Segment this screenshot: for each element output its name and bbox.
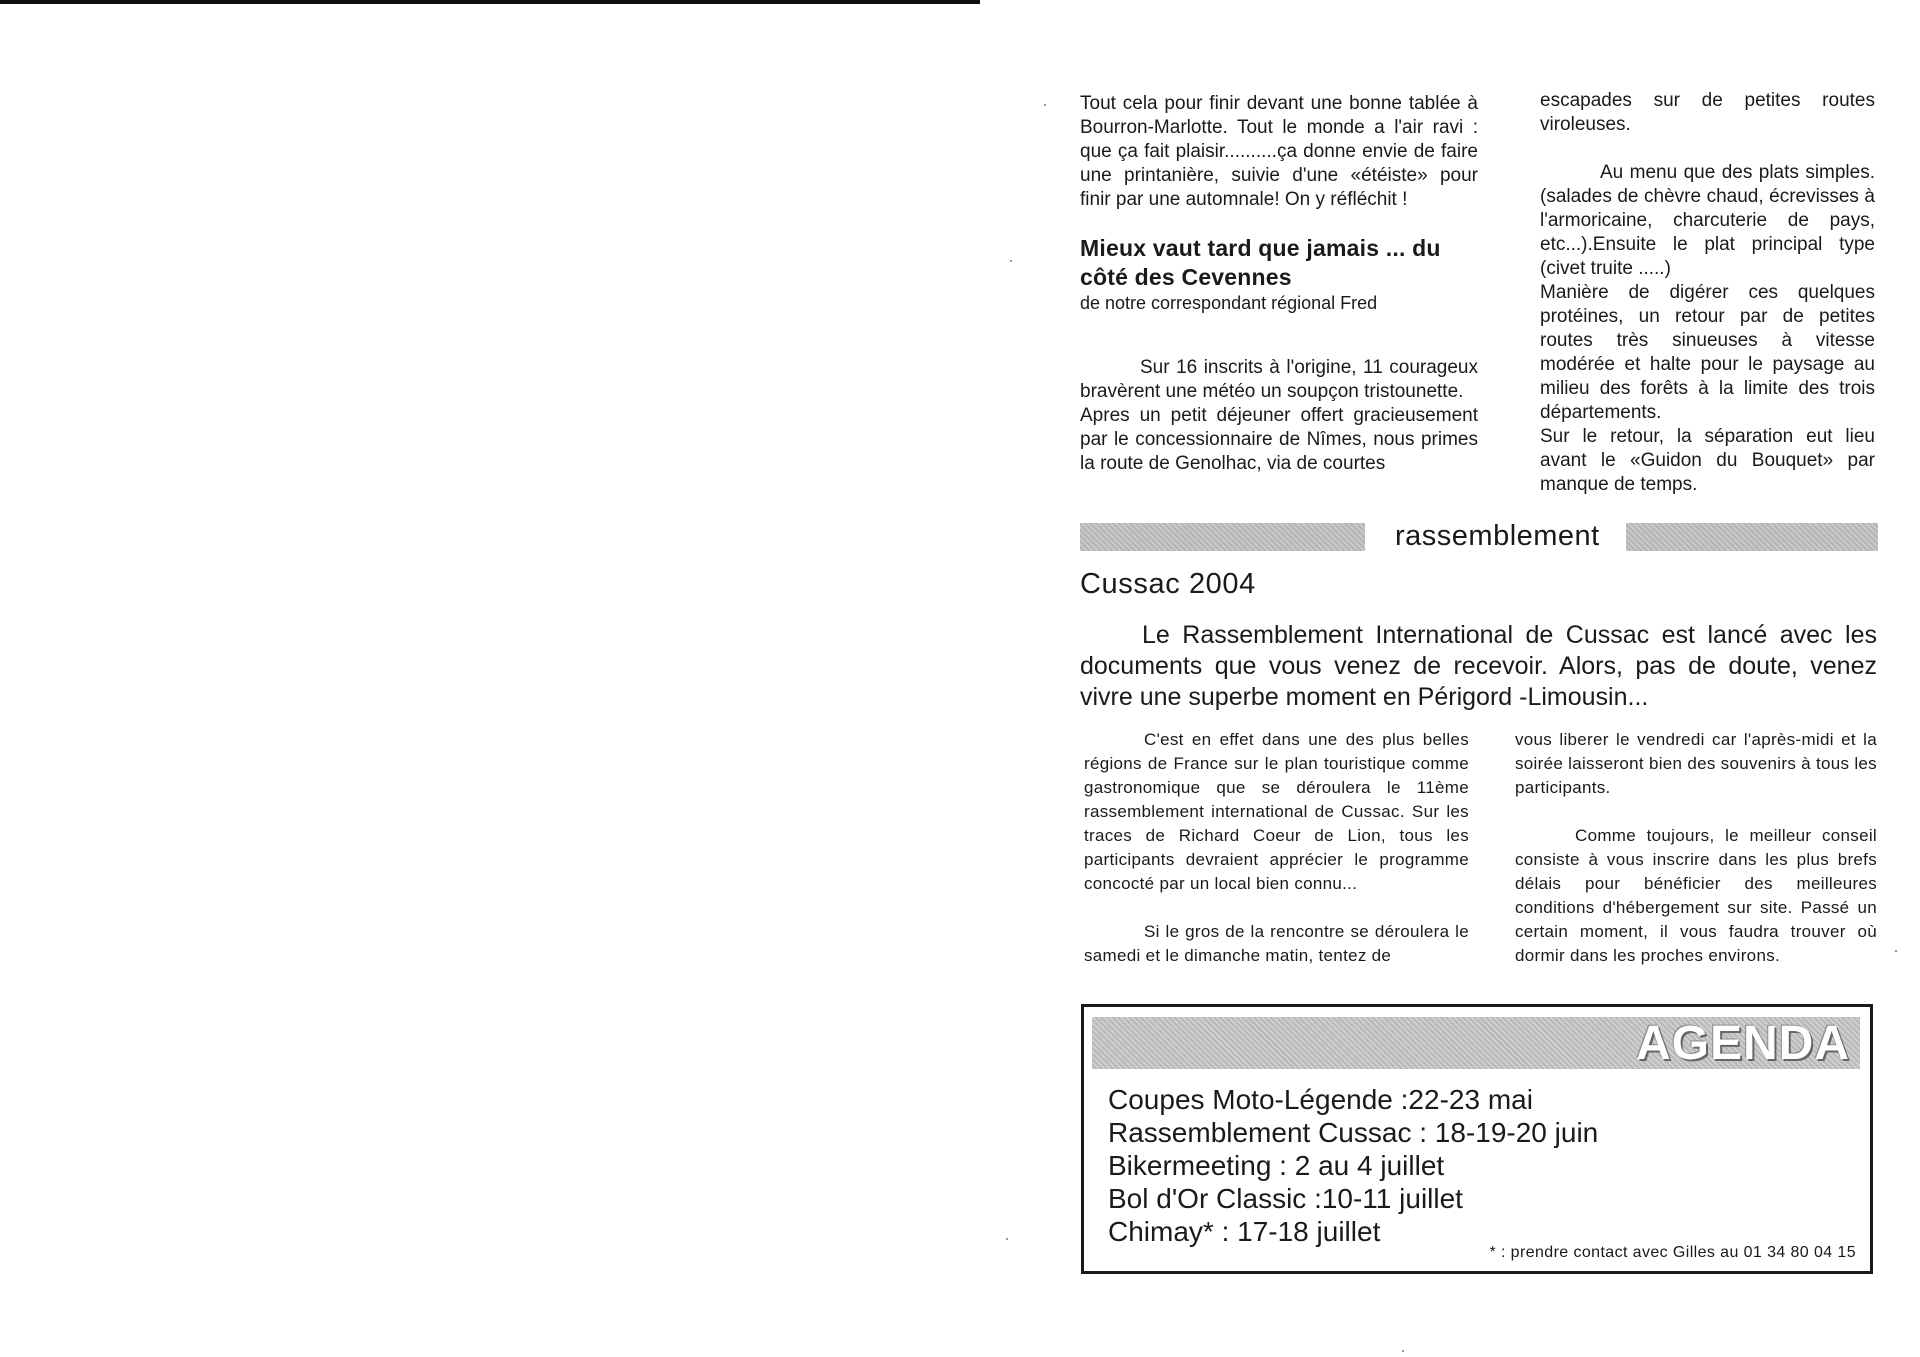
scan-speck — [1402, 1350, 1404, 1352]
intro-paragraph: Tout cela pour finir devant une bonne tablée à Bourron-Marlotte. Tout le monde a l'air ravi : que ça fait plaisir..........ça donne envie de faire une printanière, suivie d'une «étéiste» pour finir par une automnale! On y réfléchit ! — [1080, 93, 1478, 210]
scan-speck — [1895, 950, 1897, 952]
agenda-box — [1081, 1004, 1873, 1274]
section-band-right — [1626, 523, 1878, 551]
article-paragraph: Sur 16 inscrits à l'origine, 11 courageux bravèrent une météo un soupçon tristounette. — [1080, 357, 1478, 402]
agenda-item: Bol d'Or Classic :10-11 juillet — [1108, 1183, 1463, 1214]
article-paragraph: Au menu que des plats simples.(salades de chèvre chaud, écrevisses à l'armoricaine, charcuterie de pays, etc...).Ensuite le plat principal type (civet truite .....) — [1540, 162, 1875, 279]
agenda-item: Bikermeeting : 2 au 4 juillet — [1108, 1150, 1445, 1181]
right-article-column — [1540, 89, 1875, 497]
section-lead — [1080, 620, 1877, 713]
cussac-paragraph: Comme toujours, le meilleur conseil consiste à vous inscrire dans les plus brefs délais pour bénéficier des meilleures conditions d'hébergement sur site. Passé un certain moment, il vous faudra trouver où dormir dans les proches environs. — [1515, 826, 1877, 965]
agenda-title: AGENDA — [1635, 1017, 1850, 1070]
scan-speck — [1044, 104, 1046, 106]
scan-top-edge — [0, 0, 980, 4]
paragraph-gap — [1084, 896, 1469, 920]
section-band-left — [1080, 523, 1365, 551]
section-header — [1080, 517, 1878, 555]
agenda-item: Rassemblement Cussac : 18-19-20 juin — [1108, 1117, 1599, 1148]
agenda-item: Coupes Moto-Légende :22-23 mai — [1108, 1084, 1533, 1115]
section-label: rassemblement — [1395, 520, 1600, 552]
agenda-item: Chimay* : 17-18 juillet — [1108, 1216, 1381, 1247]
cussac-right-column — [1515, 728, 1877, 968]
left-article-column — [1080, 92, 1478, 476]
paragraph-gap — [1515, 800, 1877, 824]
scan-speck — [1006, 1238, 1008, 1240]
agenda-header-band — [1092, 1017, 1860, 1069]
article-paragraph: Apres un petit déjeuner offert gracieusement par le concessionnaire de Nîmes, nous primes la route de Genolhac, via de courtes — [1080, 405, 1478, 474]
cussac-paragraph: vous liberer le vendredi car l'après-midi et la soirée laisseront bien des souvenirs à tous les participants. — [1515, 730, 1877, 797]
article-heading: Mieux vaut tard que jamais ... du côté des Cevennes — [1080, 235, 1441, 290]
agenda-footnote: * : prendre contact avec Gilles au 01 34 80 04 15 — [1489, 1244, 1856, 1261]
scan-speck — [1010, 260, 1012, 262]
lead-paragraph: Le Rassemblement International de Cussac est lancé avec les documents que vous venez de recevoir. Alors, pas de doute, venez vivre une superbe moment en Périgord -Limousin... — [1080, 621, 1877, 711]
section-title: Cussac 2004 — [1080, 568, 1256, 600]
cussac-paragraph: Si le gros de la rencontre se déroulera le samedi et le dimanche matin, tentez de — [1084, 922, 1469, 965]
article-paragraph: Sur le retour, la séparation eut lieu avant le «Guidon du Bouquet» par manque de temps. — [1540, 426, 1875, 495]
agenda-list — [1108, 1083, 1598, 1248]
cussac-paragraph: C'est en effet dans une des plus belles régions de France sur le plan touristique comme gastronomique que se déroulera le 11ème rassemblement international de Cussac. Sur les traces de Richard Coeur de Lion, tous les participants devraient apprécier le programme concocté par un local bien connu... — [1084, 730, 1469, 893]
cussac-left-column — [1084, 728, 1469, 968]
article-byline: de notre correspondant régional Fred — [1080, 293, 1378, 313]
article-paragraph: Manière de digérer ces quelques protéines, un retour par de petites routes très sinueuses à vitesse modérée et halte pour le paysage au milieu des forêts à la limite des trois départements. — [1540, 282, 1875, 423]
paragraph-gap — [1540, 137, 1875, 161]
article-paragraph: escapades sur de petites routes viroleuses. — [1540, 90, 1875, 135]
